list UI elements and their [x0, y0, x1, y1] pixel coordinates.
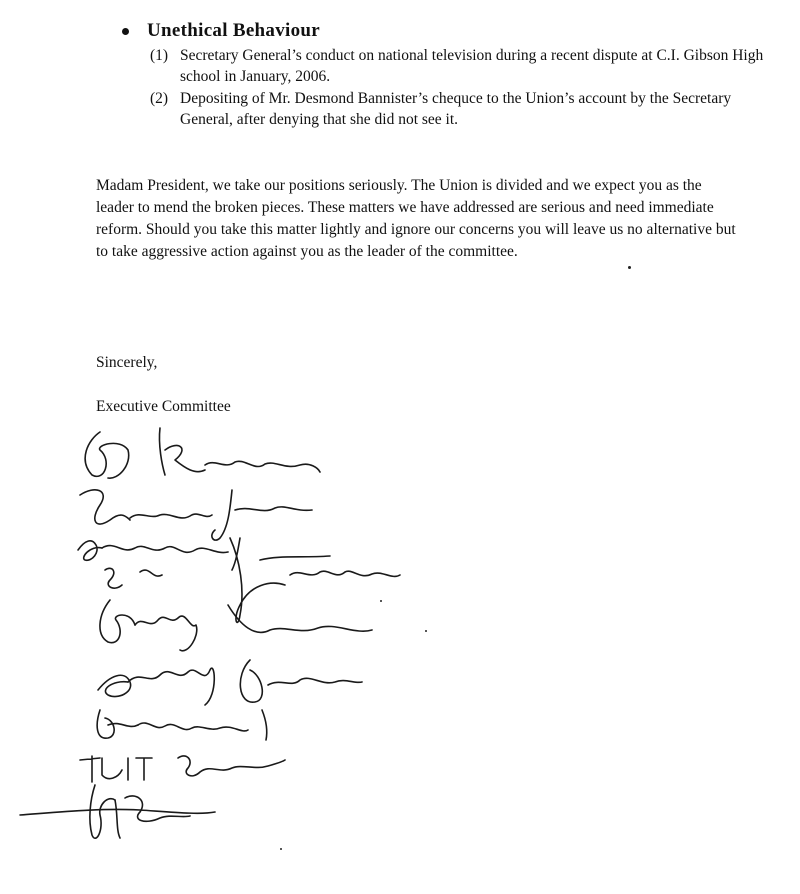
signature-8 — [80, 756, 285, 782]
bullet-icon — [122, 28, 129, 35]
section-heading: Unethical Behaviour — [147, 20, 321, 41]
body-paragraph: Madam President, we take our positions seriously. The Union is divided and we expect you as the leader to mend the broken pieces. These matters we have addressed are serious and need immediate reform. Should you take this matter lightly and ignore our concerns you will leave us no alternative but to take aggressive action against you as the leader of the committee. — [96, 177, 736, 260]
list-item-text: Depositing of Mr. Desmond Bannister’s chequce to the Union’s account by the Secretary General, after denying that she did not see it. — [180, 90, 732, 128]
signature-6 — [98, 660, 362, 705]
list-item-number: (2) — [150, 90, 169, 107]
numbered-list — [150, 45, 770, 131]
scan-speck — [628, 266, 631, 269]
signature-1 — [85, 428, 320, 478]
signature-2 — [80, 490, 312, 540]
signature-3 — [78, 538, 330, 570]
list-item — [150, 88, 770, 130]
section-heading-row — [122, 20, 320, 42]
scan-speck — [280, 848, 282, 850]
signatory-line: Executive Committee — [96, 398, 231, 415]
signature-9 — [20, 785, 215, 838]
signature-5 — [100, 600, 372, 651]
scan-speck — [425, 630, 427, 632]
scan-speck — [380, 600, 382, 602]
signatures-block — [0, 420, 800, 860]
signature-7 — [97, 710, 267, 740]
list-item — [150, 45, 770, 87]
list-item-number: (1) — [150, 47, 169, 64]
closing-salutation: Sincerely, — [96, 354, 158, 371]
signature-4 — [105, 538, 400, 622]
list-item-text: Secretary General’s conduct on national television during a recent dispute at C.I. Gibson High school in January, 2006. — [180, 47, 764, 85]
